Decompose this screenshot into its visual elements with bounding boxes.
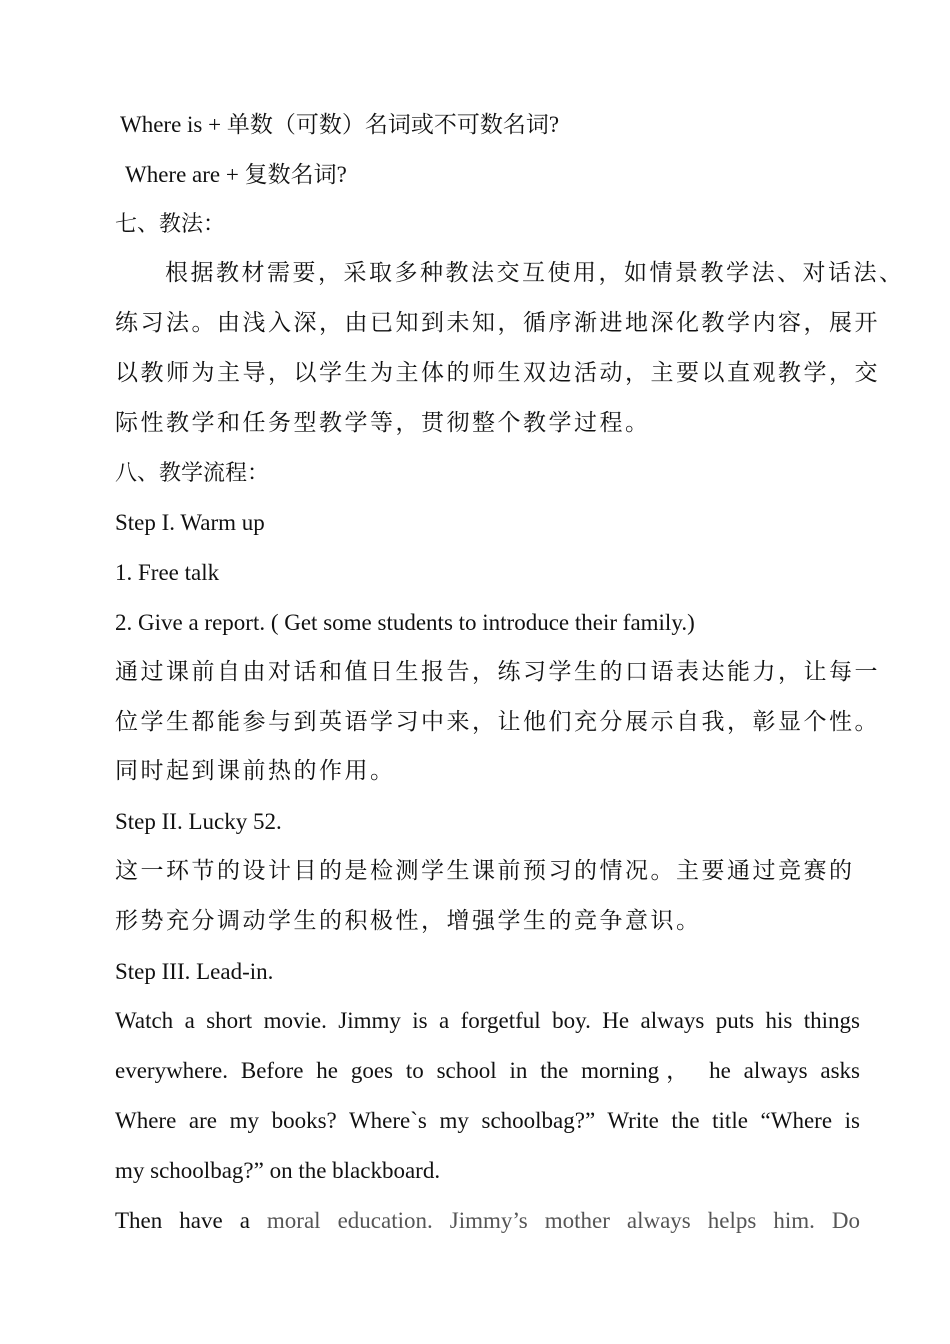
paragraph-line: my schoolbag?” on the blackboard. (115, 1157, 441, 1183)
list-item-give-report: 2. Give a report. ( Get some students to introduce their family.) (115, 609, 695, 635)
paragraph-line: 形势充分调动学生的积极性，增强学生的竞争意识。 (115, 907, 702, 934)
paragraph-line: 同时起到课前热的作用。 (115, 758, 396, 785)
step-heading-lucky-52: Step II. Lucky 52. (115, 809, 282, 835)
paragraph-line: Watch a short movie. Jimmy is a forgetful boy. He always puts his things (115, 1008, 860, 1034)
paragraph-line: 以教师为主导，以学生为主体的师生双边活动，主要以直观教学，交 (115, 359, 880, 386)
paragraph-text-black: Then have a (115, 1207, 267, 1233)
paragraph-line: 根据教材需要，采取多种教法交互使用，如情景教学法、对话法、 (165, 260, 905, 287)
grammar-rule-where-is: Where is + 单数（可数）名词或不可数名词? (120, 112, 560, 137)
paragraph-text-grey: moral education. Jimmy’s mother always helps him. Do (266, 1207, 860, 1233)
section-heading-teaching-process: 八、教学流程： (115, 460, 270, 486)
paragraph-line: 通过课前自由对话和值日生报告，练习学生的口语表达能力，让每一 (115, 658, 880, 685)
step-heading-lead-in: Step III. Lead-in. (115, 958, 274, 984)
paragraph-line: everywhere. Before he goes to school in the morning， he always asks (115, 1058, 860, 1084)
paragraph-line: 练习法。由浅入深，由已知到未知，循序渐进地深化教学内容，展开 (115, 310, 880, 337)
paragraph-line (115, 1196, 860, 1246)
grammar-rule-where-are: Where are + 复数名词? (125, 161, 347, 187)
paragraph-line: 际性教学和任务型教学等，贯彻整个教学过程。 (115, 409, 651, 436)
step-heading-warm-up: Step I. Warm up (115, 510, 265, 536)
document-body (115, 100, 905, 1245)
paragraph-line: 位学生都能参与到英语学习中来，让他们充分展示自我，彰显个性。 (115, 708, 880, 735)
paragraph-line: 这一环节的设计目的是检测学生课前预习的情况。主要通过竞赛的 (115, 857, 855, 884)
section-heading-teaching-method: 七、教法： (115, 211, 226, 237)
paragraph-line: Where are my books? Where`s my schoolbag?” Write the title “Where is (115, 1107, 860, 1133)
list-item-free-talk: 1. Free talk (115, 560, 220, 586)
